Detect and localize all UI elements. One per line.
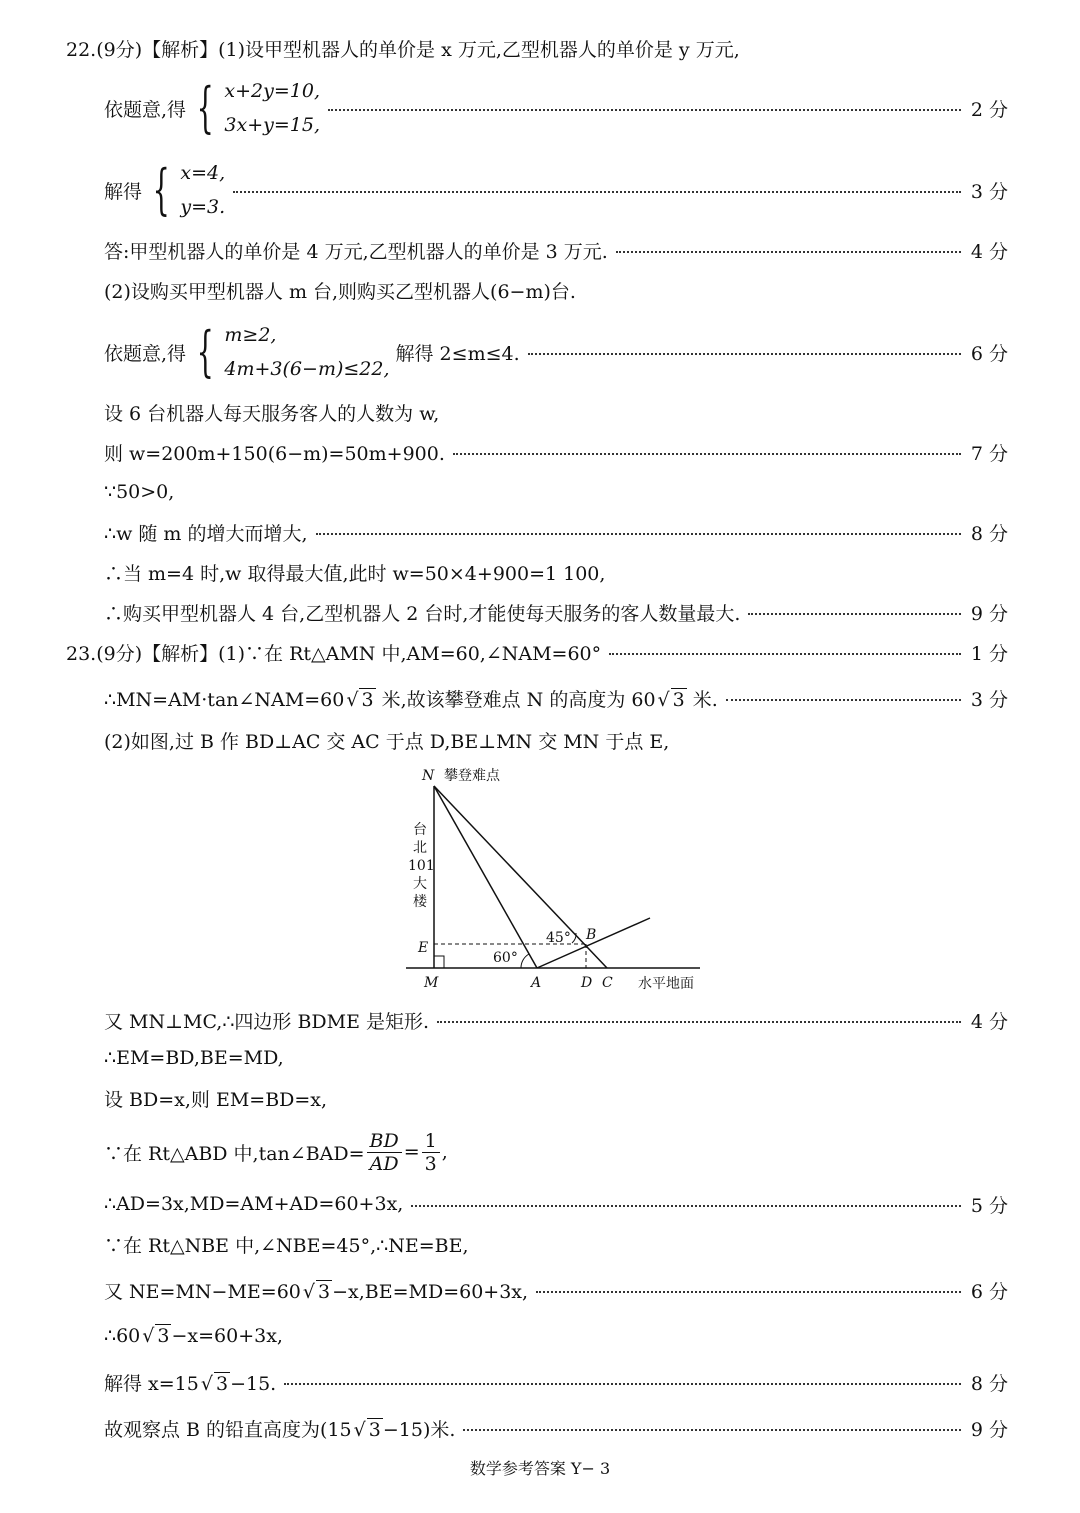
- fraction-bd-ad: $\frac{BD}{AD}$: [367, 1130, 402, 1175]
- q22-system-1: 依题意,得 { x+2y=10, 3x+y=15, 2 分: [104, 76, 1008, 139]
- score: 4 分: [970, 240, 1008, 263]
- label-M: M: [424, 975, 439, 991]
- leader-dots: [316, 533, 961, 535]
- label-A: A: [531, 975, 542, 991]
- leader-dots: [528, 353, 961, 355]
- score: 8 分: [970, 522, 1008, 545]
- line-NC: [434, 786, 607, 968]
- q22-answer: 答:甲型机器人的单价是 4 万元,乙型机器人的单价是 3 万元. 4 分: [104, 232, 1008, 268]
- building-label-2: 北: [413, 840, 427, 856]
- line-NA: [434, 786, 537, 968]
- leader-dots: [748, 613, 960, 615]
- q22-part2: (2)设购买甲型机器人 m 台,则购买乙型机器人(6−m)台.: [104, 280, 576, 303]
- page-footer: 数学参考答案 Y− 3: [469, 1459, 611, 1478]
- fraction-one-third: $\frac{1}{3}$: [422, 1130, 440, 1175]
- q23-tan: ∵在 Rt△ABD 中,tan∠BAD= $\frac{BD}{AD}$ = $\frac{1}{3}$ ,: [104, 1129, 448, 1175]
- building-label-3: 101: [408, 858, 435, 874]
- score: 9 分: [970, 602, 1008, 625]
- q23-final: 故观察点 B 的铅直高度为(15 √ 3 −15)米. 9 分: [104, 1410, 1008, 1446]
- leader-dots: [536, 1291, 961, 1293]
- q23-ad: ∴AD=3x,MD=AM+AD=60+3x, 5 分: [104, 1186, 1008, 1222]
- angle-60-label: 60°: [493, 950, 518, 966]
- q23-solution: 解得 x=15 √ 3 −15. 8 分: [104, 1364, 1008, 1400]
- q22-w-equation: 则 w=200m+150(6−m)=50m+900. 7 分: [104, 434, 1008, 470]
- q23-mn-height: ∴MN=AM·tan∠NAM=60 √ 3 米,故该攀登难点 N 的高度为 60 √ 3 米. 3 分: [104, 680, 1008, 716]
- q22-conclusion: ∴购买甲型机器人 4 台,乙型机器人 2 台时,才能使每天服务的客人数量最大. 9 分: [104, 594, 1008, 630]
- building-label-4: 大: [413, 876, 427, 892]
- score: 7 分: [970, 442, 1008, 465]
- leader-dots: [437, 1021, 961, 1023]
- leader-dots: [726, 699, 961, 701]
- label-C: C: [602, 975, 613, 991]
- q22-when: ∴当 m=4 时,w 取得最大值,此时 w=50×4+900=1 100,: [104, 562, 606, 585]
- score: 4 分: [970, 1010, 1008, 1033]
- score: 6 分: [970, 1280, 1008, 1303]
- score: 6 分: [970, 342, 1008, 365]
- q22-increase: ∴w 随 m 的增大而增大, 8 分: [104, 514, 1008, 550]
- leader-dots: [453, 453, 961, 455]
- angle-60-arc: [521, 954, 529, 968]
- leader-dots: [411, 1205, 961, 1207]
- leader-dots: [609, 653, 961, 655]
- q22-since: ∵50>0,: [104, 481, 175, 503]
- q23-nbe: ∵在 Rt△NBE 中,∠NBE=45°,∴NE=BE,: [104, 1234, 469, 1257]
- building-label-5: 楼: [413, 894, 427, 910]
- leader-dots: [284, 1383, 961, 1385]
- score: 1 分: [970, 642, 1008, 665]
- building-label-1: 台: [413, 822, 427, 838]
- leader-dots: [233, 191, 961, 193]
- label-B: B: [586, 927, 597, 943]
- q23-rectangle: 又 MN⊥MC,∴四边形 BDME 是矩形. 4 分: [104, 1002, 1008, 1038]
- ground-label: 水平地面: [638, 976, 694, 992]
- figure-title: 攀登难点: [444, 768, 500, 784]
- score: 3 分: [970, 180, 1008, 203]
- leader-dots: [463, 1429, 960, 1431]
- brace-icon: {: [152, 158, 170, 221]
- score: 9 分: [970, 1418, 1008, 1441]
- angle-45-label: 45°: [546, 930, 571, 946]
- leader-dots: [328, 109, 961, 111]
- label-D: D: [581, 975, 593, 991]
- score: 2 分: [970, 98, 1008, 121]
- geometry-figure: [380, 760, 720, 996]
- score: 8 分: [970, 1372, 1008, 1395]
- brace-icon: {: [196, 320, 214, 383]
- q23-equation: ∴60 √ 3 −x=60+3x,: [104, 1325, 283, 1347]
- label-E: E: [418, 940, 429, 956]
- q23-ne: 又 NE=MN−ME=60 √ 3 −x,BE=MD=60+3x, 6 分: [104, 1272, 1008, 1308]
- brace-icon: {: [196, 76, 214, 139]
- q23-let-x: 设 BD=x,则 EM=BD=x,: [104, 1088, 328, 1111]
- score: 3 分: [970, 688, 1008, 711]
- score: 5 分: [970, 1194, 1008, 1217]
- label-N: N: [422, 768, 435, 784]
- q22-system-2: 解得 { x=4, y=3. 3 分: [104, 158, 1008, 221]
- q22-header: 22.(9分)【解析】(1)设甲型机器人的单价是 x 万元,乙型机器人的单价是 y 万元,: [66, 38, 740, 61]
- q22-system-3: 依题意,得 { m≥2, 4m+3(6−m)≤22, 解得 2≤m≤4. 6 分: [104, 320, 1008, 383]
- q23-header: 23.(9分)【解析】(1)∵在 Rt△AMN 中,AM=60,∠NAM=60° 1 分: [66, 634, 1008, 670]
- q23-em-bd: ∴EM=BD,BE=MD,: [104, 1047, 284, 1069]
- right-angle-mark: [434, 956, 444, 968]
- q22-let-w: 设 6 台机器人每天服务客人的人数为 w,: [104, 402, 440, 425]
- leader-dots: [616, 251, 961, 253]
- q23-part2: (2)如图,过 B 作 BD⊥AC 交 AC 于点 D,BE⊥MN 交 MN 于点 E,: [104, 730, 670, 753]
